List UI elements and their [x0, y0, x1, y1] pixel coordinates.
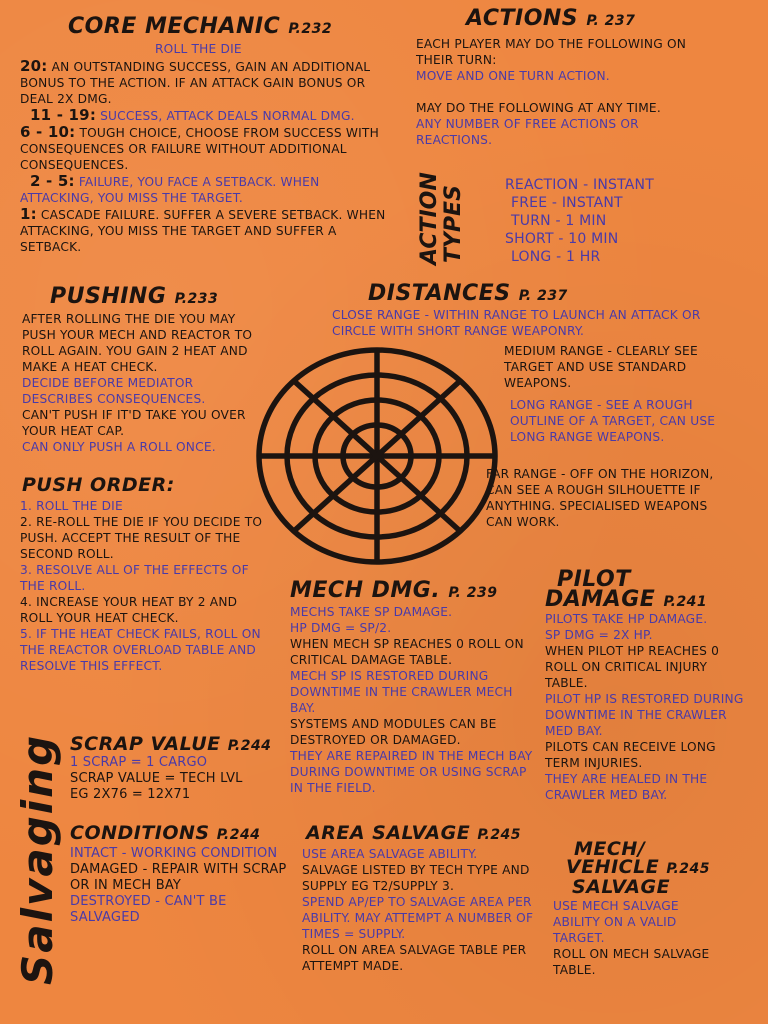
area-salvage-line: USE AREA SALVAGE ABILITY.	[302, 847, 478, 861]
action-types-title	[418, 172, 466, 265]
actions-page: P. 237	[586, 13, 636, 29]
roll-6-label: 6 - 10:	[20, 123, 76, 141]
roll-1-label: 1:	[20, 205, 37, 223]
push-order-heading: PUSH ORDER:	[22, 474, 175, 496]
action-type-item: LONG - 1 HR	[511, 249, 601, 265]
pilot-damage-body	[545, 611, 745, 803]
conditions-page: P.244	[216, 827, 261, 843]
salvaging-title: Salvaging	[13, 733, 62, 985]
actions-line-4: ANY NUMBER OF FREE ACTIONS OR REACTIONS.	[416, 117, 639, 147]
mech-salvage-line: USE MECH SALVAGE ABILITY ON A VALID TARGET.	[553, 899, 679, 945]
mech-dmg-line: THEY ARE REPAIRED IN THE MECH BAY DURING DOWNTIME OR USING SCRAP IN THE FIELD.	[290, 749, 533, 795]
push-order-list	[20, 498, 266, 674]
area-salvage-title: AREA SALVAGE	[306, 822, 471, 844]
pushing-heading	[50, 284, 218, 309]
mech-salvage-title-2: VEHICLE	[566, 856, 660, 878]
core-mechanic-body	[20, 58, 390, 255]
scrap-value-page: P.244	[227, 738, 272, 754]
actions-line-2: MOVE AND ONE TURN ACTION.	[416, 69, 610, 83]
scrap-value-body	[70, 755, 290, 803]
core-mechanic-heading	[68, 14, 332, 39]
pushing-title: PUSHING	[50, 284, 167, 309]
pilot-dmg-line: THEY ARE HEALED IN THE CRAWLER MED BAY.	[545, 772, 708, 802]
pilot-dmg-line: PILOTS TAKE HP DAMAGE.	[545, 612, 708, 626]
scrap-value-title: SCRAP VALUE	[70, 733, 221, 755]
pilot-dmg-line: PILOT HP IS RESTORED DURING DOWNTIME IN THE CRAWLER MED BAY.	[545, 692, 744, 738]
roll-11-text: SUCCESS, ATTACK DEALS NORMAL DMG.	[100, 109, 355, 123]
mech-dmg-line: MECH SP IS RESTORED DURING DOWNTIME IN THE CRAWLER MECH BAY.	[290, 669, 513, 715]
pilot-damage-title-1: PILOT	[557, 567, 631, 592]
push-order-step: 2. RE-ROLL THE DIE IF YOU DECIDE TO PUSH. ACCEPT THE RESULT OF THE SECOND ROLL.	[20, 515, 263, 561]
mech-dmg-page: P. 239	[448, 585, 498, 601]
push-order-step: 1. ROLL THE DIE	[20, 499, 123, 513]
pilot-damage-heading	[545, 567, 708, 612]
distances-page: P. 237	[518, 288, 568, 304]
core-mechanic-page: P.232	[288, 21, 333, 37]
roll-2-label: 2 - 5:	[30, 172, 75, 190]
actions-line-3: MAY DO THE FOLLOWING AT ANY TIME.	[416, 101, 661, 115]
action-type-item: SHORT - 10 MIN	[505, 231, 619, 247]
pushing-text-3: CAN'T PUSH IF IT'D TAKE YOU OVER YOUR HEAT CAP.	[22, 408, 246, 438]
action-type-item: TURN - 1 MIN	[511, 213, 607, 229]
conditions-title: CONDITIONS	[70, 822, 210, 844]
push-order-step: 5. IF THE HEAT CHECK FAILS, ROLL ON THE REACTOR OVERLOAD TABLE AND RESOLVE THIS EFFECT.	[20, 627, 261, 673]
distance-far: FAR RANGE - OFF ON THE HORIZON, CAN SEE A ROUGH SILHOUETTE IF ANYTHING. SPECIALISED WEAPONS CAN WORK.	[486, 467, 714, 529]
pushing-text-1: AFTER ROLLING THE DIE YOU MAY PUSH YOUR MECH AND REACTOR TO ROLL AGAIN. YOU GAIN 2 HEAT AND MAKE A HEAT CHECK.	[22, 312, 253, 374]
scrap-line: EG 2X76 = 12X71	[70, 787, 191, 802]
roll-20-text: AN OUTSTANDING SUCCESS, GAIN AN ADDITIONAL BONUS TO THE ACTION. IF AN ATTACK GAIN BONUS OR DEAL 2X DMG.	[20, 60, 371, 106]
roll-11-label: 11 - 19:	[30, 106, 97, 124]
area-salvage-line: SALVAGE LISTED BY TECH TYPE AND SUPPLY EG T2/SUPPLY 3.	[302, 863, 530, 893]
condition-item: DAMAGED - REPAIR WITH SCRAP OR IN MECH BAY	[70, 862, 287, 893]
conditions-heading	[70, 822, 260, 844]
mech-dmg-body	[290, 604, 535, 796]
pilot-dmg-line: PILOTS CAN RECEIVE LONG TERM INJURIES.	[545, 740, 716, 770]
action-type-item: REACTION - INSTANT	[505, 177, 654, 193]
range-target-icon	[254, 345, 500, 567]
distance-medium: MEDIUM RANGE - CLEARLY SEE TARGET AND USE STANDARD WEAPONS.	[504, 344, 698, 390]
roll-1-text: CASCADE FAILURE. SUFFER A SEVERE SETBACK. WHEN ATTACKING, YOU MISS THE TARGET AND SUFFER A SETBACK.	[20, 208, 386, 254]
actions-body	[416, 36, 716, 148]
area-salvage-line: ROLL ON AREA SALVAGE TABLE PER ATTEMPT MADE.	[302, 943, 527, 973]
conditions-body	[70, 846, 295, 926]
action-types-list	[505, 176, 654, 266]
mech-dmg-title: MECH DMG.	[290, 578, 441, 603]
area-salvage-line: SPEND AP/EP TO SALVAGE AREA PER ABILITY. MAY ATTEMPT A NUMBER OF TIMES = SUPPLY.	[302, 895, 534, 941]
pushing-page: P.233	[174, 291, 219, 307]
mech-dmg-line: MECHS TAKE SP DAMAGE.	[290, 605, 453, 619]
distance-long: LONG RANGE - SEE A ROUGH OUTLINE OF A TARGET, CAN USE LONG RANGE WEAPONS.	[510, 398, 716, 444]
roll-6-text: TOUGH CHOICE, CHOOSE FROM SUCCESS WITH CONSEQUENCES OR FAILURE WITHOUT ADDITIONAL CONSEQUENCES.	[20, 126, 379, 172]
pilot-damage-page: P.241	[663, 594, 708, 610]
mech-dmg-line: SYSTEMS AND MODULES CAN BE DESTROYED OR DAMAGED.	[290, 717, 497, 747]
scrap-line: 1 SCRAP = 1 CARGO	[70, 755, 208, 770]
scrap-line: SCRAP VALUE = TECH LVL	[70, 771, 243, 786]
mech-salvage-line: ROLL ON MECH SALVAGE TABLE.	[553, 947, 710, 977]
distances-title: DISTANCES	[368, 281, 511, 306]
core-mechanic-title: CORE MECHANIC	[68, 14, 281, 39]
roll-2-text: FAILURE, YOU FACE A SETBACK. WHEN ATTACKING, YOU MISS THE TARGET.	[20, 175, 320, 205]
mech-salvage-body	[553, 898, 728, 978]
mech-salvage-title-3: SALVAGE	[572, 876, 671, 898]
pilot-dmg-line: WHEN PILOT HP REACHES 0 ROLL ON CRITICAL INJURY TABLE.	[545, 644, 720, 690]
area-salvage-heading	[306, 822, 521, 844]
action-types-title-1: ACTION	[417, 172, 442, 265]
mech-salvage-page: P.245	[666, 861, 711, 877]
mech-dmg-line: WHEN MECH SP REACHES 0 ROLL ON CRITICAL DAMAGE TABLE.	[290, 637, 524, 667]
roll-20-label: 20:	[20, 57, 48, 75]
push-order-step: 4. INCREASE YOUR HEAT BY 2 AND ROLL YOUR HEAT CHECK.	[20, 595, 238, 625]
pilot-dmg-line: SP DMG = 2X HP.	[545, 628, 653, 642]
distances-heading	[368, 281, 568, 306]
actions-title: ACTIONS	[466, 6, 579, 31]
mech-dmg-line: HP DMG = SP/2.	[290, 621, 392, 635]
condition-item: INTACT - WORKING CONDITION	[70, 846, 278, 861]
condition-item: DESTROYED - CAN'T BE SALVAGED	[70, 894, 227, 925]
mech-salvage-title-1: MECH/	[574, 838, 646, 860]
action-types-title-2: TYPES	[441, 185, 466, 263]
scrap-value-heading	[70, 733, 271, 755]
pushing-text-4: CAN ONLY PUSH A ROLL ONCE.	[22, 440, 216, 454]
pushing-body	[22, 311, 262, 455]
push-order-step: 3. RESOLVE ALL OF THE EFFECTS OF THE ROLL.	[20, 563, 249, 593]
area-salvage-body	[302, 846, 537, 974]
actions-line-1: EACH PLAYER MAY DO THE FOLLOWING ON THEIR TURN:	[416, 37, 687, 67]
action-type-item: FREE - INSTANT	[511, 195, 623, 211]
mech-salvage-heading	[566, 840, 710, 896]
pushing-text-2: DECIDE BEFORE MEDIATOR DESCRIBES CONSEQUENCES.	[22, 376, 206, 406]
mech-dmg-heading	[290, 578, 497, 603]
core-roll-text: ROLL THE DIE	[155, 42, 242, 56]
area-salvage-page: P.245	[477, 827, 522, 843]
pilot-damage-title-2: DAMAGE	[545, 587, 656, 612]
actions-heading	[466, 6, 635, 31]
distance-close: CLOSE RANGE - WITHIN RANGE TO LAUNCH AN ATTACK OR CIRCLE WITH SHORT RANGE WEAPONRY.	[332, 308, 701, 338]
